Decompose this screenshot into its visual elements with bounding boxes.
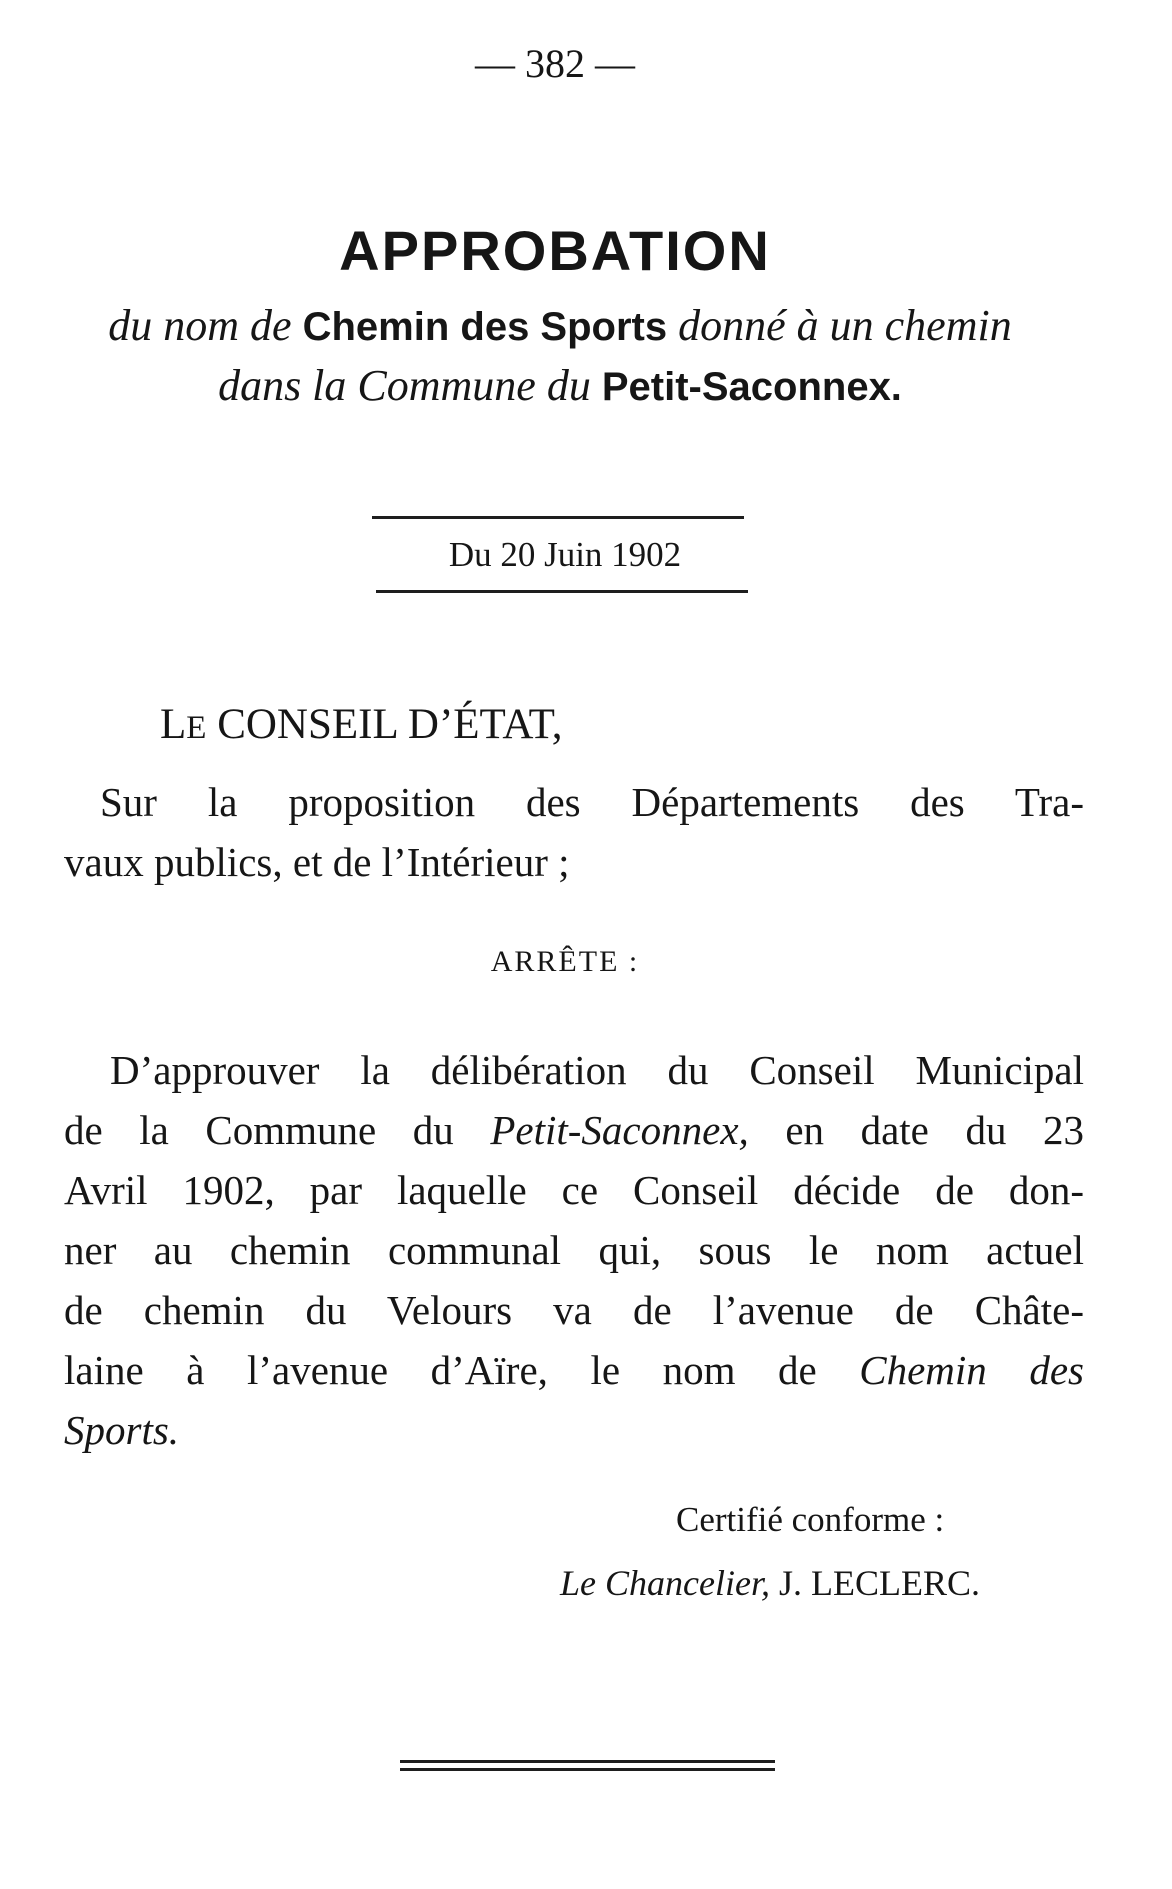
text-line: Avril 1902, par laquelle ce Conseil décide de don- <box>64 1167 1084 1213</box>
text-line: vaux publics, et de l’Intérieur ; <box>64 839 570 885</box>
issuing-authority <box>160 700 562 749</box>
decision-paragraph <box>64 1040 1084 1460</box>
certification-line: Certifié conforme : <box>676 1500 945 1539</box>
text-line: de chemin du Velours va de l’avenue de Châte- <box>64 1287 1084 1333</box>
subtitle-text: du nom de <box>108 301 303 350</box>
signature-line <box>560 1562 980 1604</box>
authority-name: CONSEIL D’ÉTAT, <box>206 701 563 748</box>
commune-name: Petit-Saconnex, <box>490 1107 749 1153</box>
subtitle-line-2 <box>40 356 1080 417</box>
page-number: — 382 — <box>475 41 635 86</box>
subtitle-emphasis: Petit-Saconnex. <box>601 365 902 409</box>
text-segment: en date du 23 <box>748 1107 1084 1153</box>
text-line <box>64 1340 1084 1400</box>
text-segment: de la Commune du <box>64 1107 491 1153</box>
new-road-name: Chemin des <box>859 1347 1084 1393</box>
authority-small-caps: E <box>186 710 207 746</box>
decree-heading: ARRÊTE : <box>490 945 640 978</box>
end-rule-lower <box>400 1768 775 1771</box>
document-date: Du 20 Juin 1902 <box>448 535 682 574</box>
subtitle-text: dans la Commune du <box>218 361 602 410</box>
signatory-name: J. LECLERC. <box>769 1563 980 1603</box>
new-road-name-end: Sports. <box>64 1407 180 1453</box>
text-line: D’approuver la délibération du Conseil Municipal <box>110 1047 1084 1093</box>
signatory-role: Le Chancelier, <box>560 1563 770 1603</box>
text-line <box>64 1100 1084 1160</box>
subtitle-emphasis: Chemin des Sports <box>302 305 668 349</box>
text-segment: laine à l’avenue d’Aïre, le nom de <box>64 1347 860 1393</box>
subtitle-text: donné à un chemin <box>667 301 1012 350</box>
subtitle-line-1 <box>40 296 1080 357</box>
date-rule-bottom <box>376 590 748 593</box>
text-line: ner au chemin communal qui, sous le nom actuel <box>64 1227 1084 1273</box>
authority-initial: L <box>160 701 187 748</box>
end-rule-upper <box>400 1760 775 1763</box>
preamble-paragraph <box>64 772 1084 892</box>
document-title: APPROBATION <box>339 219 771 282</box>
text-line: Sur la proposition des Départements des Tra- <box>100 779 1084 825</box>
date-rule-top <box>372 516 744 519</box>
